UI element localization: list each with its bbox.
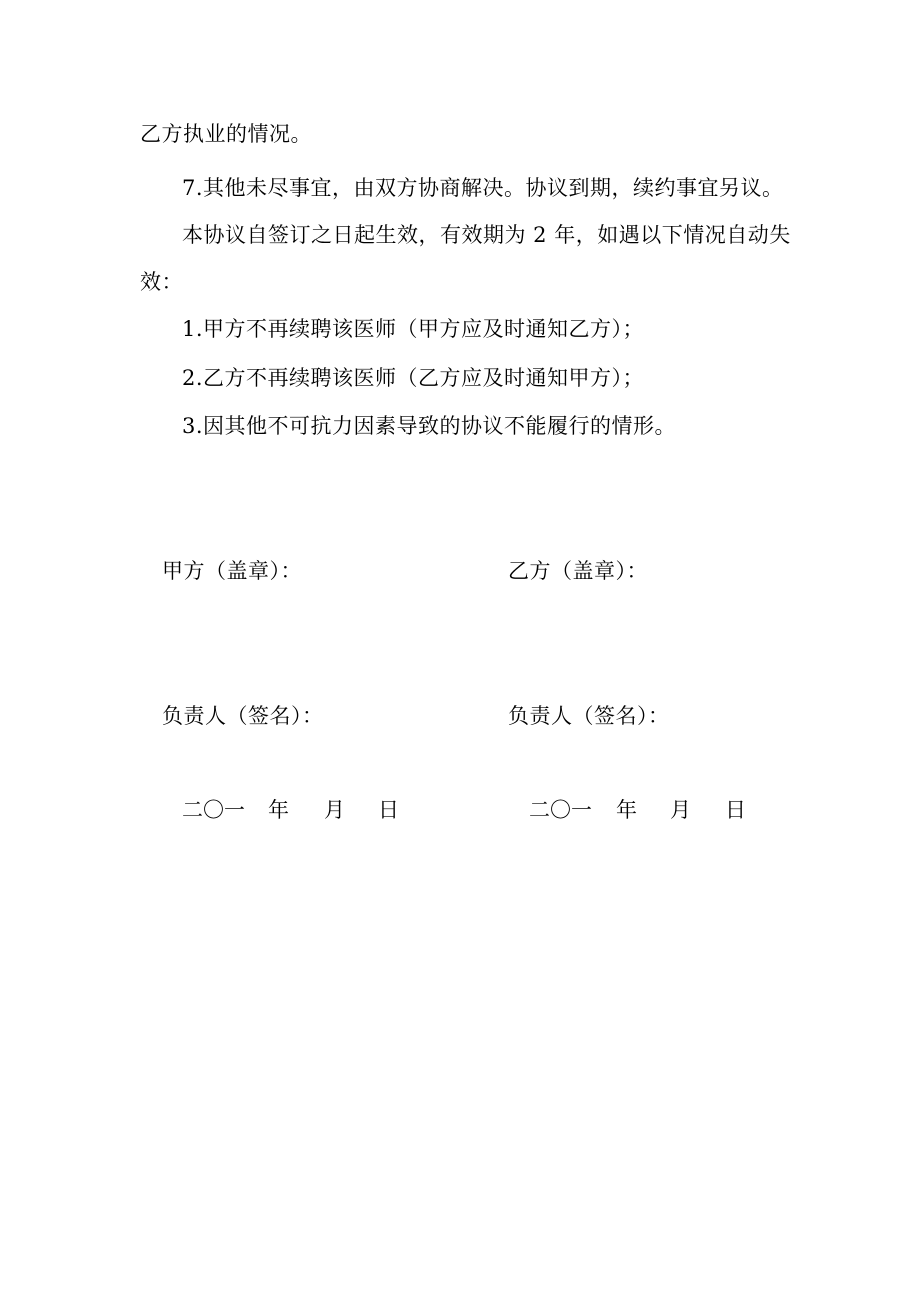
party-b-signer-label: 负责人（签名）： [508, 704, 670, 728]
party-b-date-year: 年 [616, 798, 637, 822]
party-a-stamp-label: 甲方（盖章）： [162, 559, 302, 583]
validity-paragraph-continuation: 效： [140, 270, 183, 294]
party-b-date-year-prefix: 二〇一 [529, 798, 592, 822]
validity-paragraph: 本协议自签订之日起生效，有效期为 2 年，如遇以下情况自动失 [182, 223, 791, 247]
termination-item-1: 1.甲方不再续聘该医师（甲方应及时通知乙方）； [182, 317, 645, 341]
clause-7: 7.其他未尽事宜，由双方协商解决。协议到期，续约事宜另议。 [182, 176, 784, 200]
paragraph-continuation: 乙方执业的情况。 [140, 122, 312, 146]
party-a-signer-label: 负责人（签名）： [162, 704, 324, 728]
party-a-date-year-prefix: 二〇一 [182, 798, 245, 822]
party-b-date-day: 日 [725, 798, 746, 822]
party-b-date-month: 月 [670, 798, 691, 822]
termination-item-2: 2.乙方不再续聘该医师（乙方应及时通知甲方）； [182, 366, 645, 390]
termination-item-3: 3.因其他不可抗力因素导致的协议不能履行的情形。 [182, 414, 677, 438]
party-b-stamp-label: 乙方（盖章）： [508, 559, 648, 583]
party-a-date-year: 年 [268, 798, 289, 822]
party-a-date-day: 日 [378, 798, 399, 822]
party-a-date-month: 月 [324, 798, 345, 822]
